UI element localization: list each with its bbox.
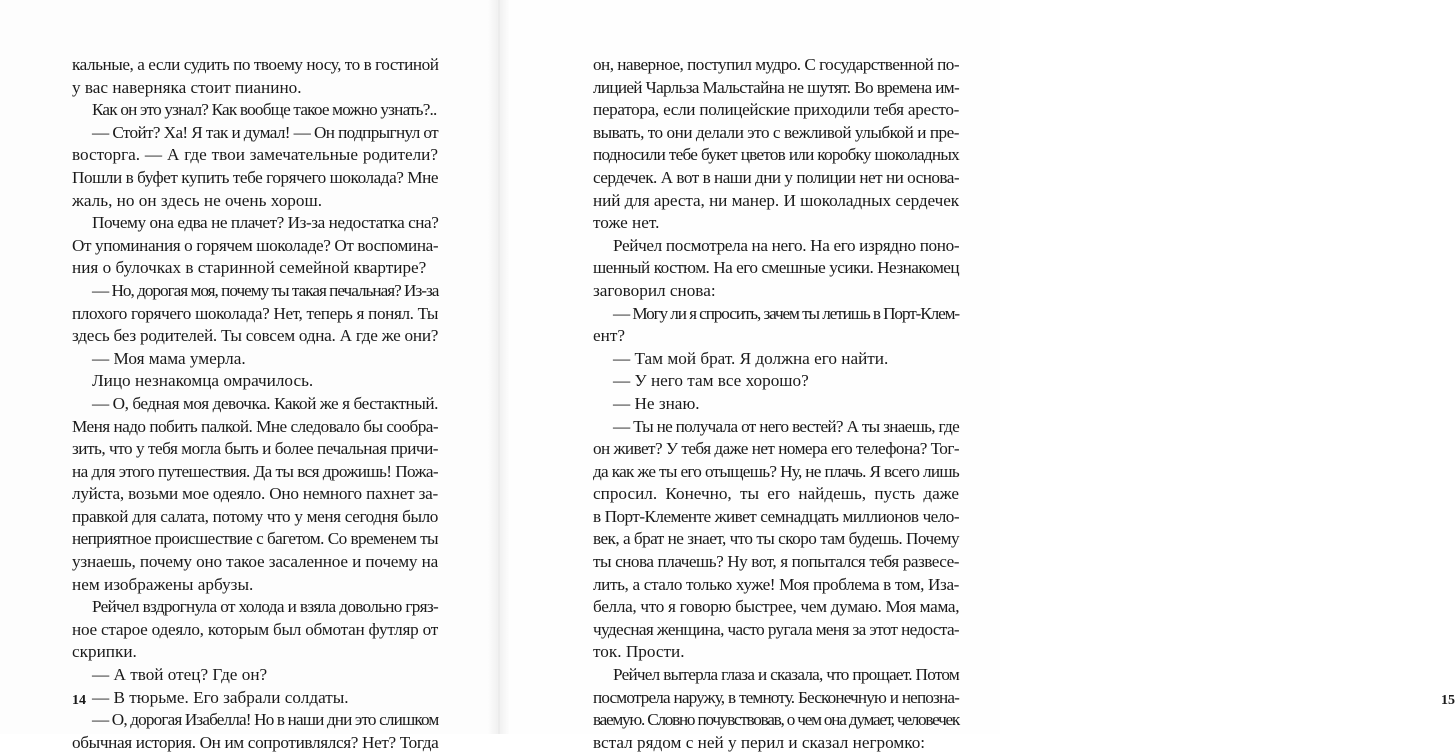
book-gutter: [488, 0, 510, 734]
right-page-line: да как же ты его отыщешь? Ну, не плачь. Я всего лишь: [593, 461, 959, 481]
right-page-line: спросил. Конечно, ты его найдешь, пусть даже: [593, 484, 959, 504]
left-page-line: жаль, но он здесь не очень хорош.: [72, 190, 323, 210]
right-page-line: — У него там все хорошо?: [613, 371, 809, 391]
left-page-line: на для этого путешествия. Да ты вся дрожишь! Пожа-: [72, 461, 438, 481]
left-page-line: ное старое одеяло, которым был обмотан футляр от: [72, 619, 438, 639]
right-page-line: Рейчел вытерла глаза и сказала, что прощает. Потом: [613, 665, 959, 685]
left-page-line: нем изображены арбузы.: [72, 574, 254, 594]
left-page-text: [72, 54, 438, 754]
left-page-line: неприятное происшествие с багетом. Со временем ты: [72, 529, 438, 549]
right-page-line: шенный костюм. На его смешные усики. Незнакомец: [593, 258, 959, 278]
right-page-line: ты снова плачешь? Ну вот, я попытался тебя развесе-: [593, 552, 959, 572]
right-page-line: он, наверное, поступил мудро. С государственной по-: [593, 55, 959, 74]
left-page-line: луйста, возьми мое одеяло. Оно немного пахнет за-: [72, 484, 438, 504]
left-page-line: обычная история. Он им сопротивлялся? Нет? Тогда: [72, 732, 439, 752]
left-page-line: Рейчел вздрогнула от холода и взяла довольно гряз-: [92, 597, 438, 617]
right-page-line: Рейчел посмотрела на него. На его изрядно поно-: [613, 235, 960, 255]
right-page-line: лицией Чарльза Мальстайна не шутят. Во времена им-: [593, 77, 959, 97]
right-page-line: вывать, то они делали это с вежливой улыбкой и пре-: [593, 122, 959, 142]
left-page: [0, 0, 497, 752]
left-page-line: Почему она едва не плачет? Из-за недостатка сна?: [92, 213, 439, 233]
left-page-line: — О, дорогая Изабелла! Но в наши дни это слишком: [92, 710, 439, 730]
right-page-line: чудесная женщина, часто ругала меня за этот недоста-: [593, 619, 959, 639]
right-page-line: тоже нет.: [593, 213, 660, 233]
left-page-line: правкой для салата, потому что у меня сегодня было: [72, 506, 438, 526]
left-page-line: Лицо незнакомца омрачилось.: [92, 371, 314, 391]
left-page-line: Как он это узнал? Как вообще такое можно узнать?..: [92, 100, 437, 120]
left-page-line: Пошли в буфет купить тебе горячего шоколада? Мне: [72, 167, 439, 187]
right-page-number: 15: [1441, 693, 1455, 708]
left-page-line: восторга. — А где твои замечательные родители?: [72, 145, 438, 165]
right-page-line: — Ты не получала от него вестей? А ты знаешь, где: [613, 416, 959, 436]
right-page-line: белла, что я говорю быстрее, чем думаю. Моя мама,: [593, 597, 960, 617]
right-page-line: в Порт-Клементе живет семнадцать миллионов чело-: [593, 506, 959, 526]
left-page-line: у вас наверняка стоит пианино.: [72, 77, 302, 97]
left-page-line: — Моя мама умерла.: [92, 348, 246, 368]
left-page-line: — Стойт? Ха! Я так и думал! — Он подпрыгнул от: [92, 122, 438, 142]
left-page-line: — А твой отец? Где он?: [92, 665, 268, 685]
right-page-line: заговорил снова:: [593, 280, 716, 300]
left-page-line: здесь без родителей. Ты совсем одна. А где же они?: [72, 326, 439, 346]
right-page-line: он живет? У тебя даже нет номера его телефона? Тог-: [593, 439, 959, 459]
left-page-number: 14: [72, 693, 86, 708]
right-page-line: подносили тебе букет цветов или коробку шоколадных: [593, 145, 959, 165]
left-page-line: кальные, а если судить по твоему носу, то в гостиной: [72, 55, 439, 74]
left-page-line: ния о булочках в старинной семейной квартире?: [72, 258, 427, 278]
left-page-line: зить, что у тебя могла быть и более печальная причи-: [72, 439, 438, 459]
right-page-line: ператора, если полицейские приходили тебя аресто-: [593, 100, 959, 120]
right-page-text: [593, 54, 959, 754]
right-page-line: ваемую. Словно почувствовав, о чем она думает, человечек: [593, 710, 959, 730]
right-page-line: ент?: [593, 326, 625, 346]
right-page-line: — Могу ли я спросить, зачем ты летишь в Порт-Клем-: [613, 303, 959, 323]
right-page-line: лить, а стало только хуже! Моя проблема в том, Иза-: [593, 574, 959, 594]
left-page-line: От упоминания о горячем шоколаде? От воспомина-: [72, 235, 439, 255]
right-page-line: сердечек. А вот в наши дни у полиции нет ни основа-: [593, 167, 959, 187]
left-page-line: плохого горячего шоколада? Нет, теперь я понял. Ты: [72, 303, 438, 323]
right-page-line: посмотрела наружу, в темноту. Бесконечную и непозна-: [593, 687, 959, 707]
right-page-line: ний для ареста, ни манер. И шоколадных сердечек: [593, 190, 959, 210]
right-page-line: встал рядом с ней у перил и сказал негромко:: [593, 732, 926, 752]
left-page-line: — Но, дорогая моя, почему ты такая печальная? Из-за: [92, 280, 439, 300]
left-page-line: скрипки.: [72, 642, 137, 662]
right-page-line: ток. Прости.: [593, 642, 685, 662]
left-page-line: — О, бедная моя девочка. Какой же я бестактный.: [92, 393, 438, 413]
left-page-line: — В тюрьме. Его забрали солдаты.: [92, 687, 349, 707]
right-page-line: век, а брат не знает, что ты скоро там будешь. Почему: [593, 529, 959, 549]
right-page-line: — Там мой брат. Я должна его найти.: [613, 348, 889, 368]
left-page-line: Меня надо побить палкой. Мне следовало бы сообра-: [72, 416, 438, 436]
right-page-line: — Не знаю.: [613, 393, 700, 413]
left-page-line: узнаешь, почему оно такое засаленное и почему на: [72, 552, 438, 572]
